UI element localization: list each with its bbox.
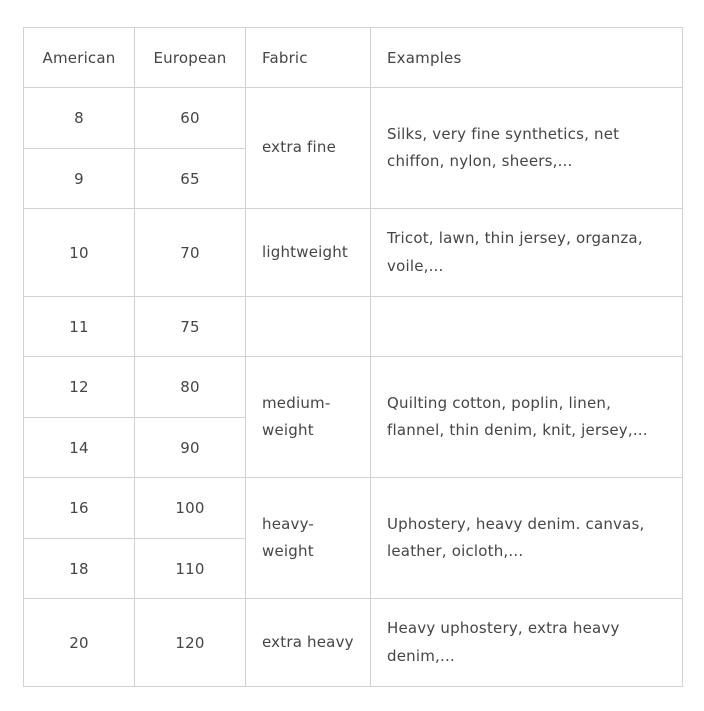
needle-size-table [23, 27, 683, 687]
fabric-examples: Quilting cotton, poplin, linen, flannel, thin denim, knit, jersey,... [371, 357, 683, 478]
table-row [24, 88, 683, 149]
fabric-examples: Tricot, lawn, thin jersey, organza, voile,... [371, 209, 683, 297]
table-row [24, 599, 683, 687]
european-size: 75 [135, 297, 246, 357]
header-fabric: Fabric [246, 28, 371, 88]
american-size: 16 [24, 478, 135, 539]
european-size: 90 [135, 418, 246, 478]
fabric-type: heavy-weight [246, 478, 371, 599]
american-size: 8 [24, 88, 135, 149]
american-size: 12 [24, 357, 135, 418]
european-size: 60 [135, 88, 246, 149]
table-row [24, 478, 683, 539]
table-row [24, 297, 683, 357]
american-size: 9 [24, 149, 135, 209]
fabric-type: extra heavy [246, 599, 371, 687]
table-row [24, 357, 683, 418]
header-european: European [135, 28, 246, 88]
european-size: 65 [135, 149, 246, 209]
american-size: 20 [24, 599, 135, 687]
fabric-examples [371, 297, 683, 357]
fabric-type [246, 297, 371, 357]
european-size: 80 [135, 357, 246, 418]
fabric-type: lightweight [246, 209, 371, 297]
fabric-examples: Uphostery, heavy denim. canvas, leather, oicloth,... [371, 478, 683, 599]
fabric-examples: Silks, very fine synthetics, net chiffon, nylon, sheers,... [371, 88, 683, 209]
fabric-examples: Heavy uphostery, extra heavy denim,... [371, 599, 683, 687]
american-size: 10 [24, 209, 135, 297]
fabric-type: extra fine [246, 88, 371, 209]
european-size: 110 [135, 539, 246, 599]
european-size: 70 [135, 209, 246, 297]
fabric-type: medium-weight [246, 357, 371, 478]
american-size: 11 [24, 297, 135, 357]
table-header-row [24, 28, 683, 88]
american-size: 18 [24, 539, 135, 599]
header-american: American [24, 28, 135, 88]
european-size: 120 [135, 599, 246, 687]
european-size: 100 [135, 478, 246, 539]
table-row [24, 209, 683, 297]
american-size: 14 [24, 418, 135, 478]
header-examples: Examples [371, 28, 683, 88]
